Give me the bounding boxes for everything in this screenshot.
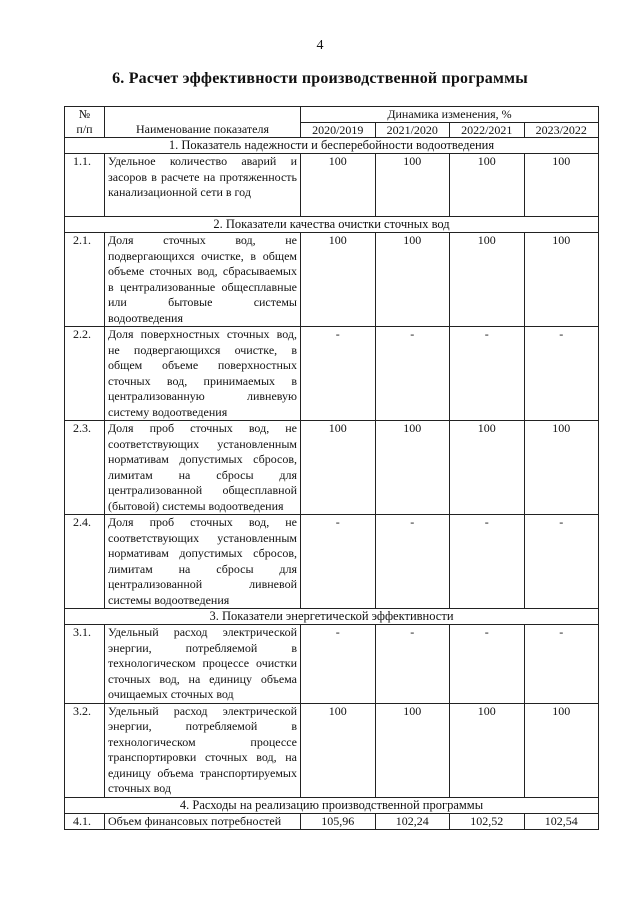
row-value: 100 [301,421,376,515]
row-value: - [450,625,525,704]
document-title: 6. Расчет эффективности производственной программы [112,70,528,87]
row-value: 100 [450,703,525,797]
row-value: 100 [450,421,525,515]
table-row [65,154,599,217]
row-value: - [524,515,599,609]
row-value: 100 [524,421,599,515]
row-value: - [524,625,599,704]
row-number: 2.4. [65,515,105,609]
row-value: 100 [301,703,376,797]
section-title: 1. Показатель надежности и бесперебойности водоотведения [65,138,599,154]
section-title: 2. Показатели качества очистки сточных вод [65,217,599,233]
row-number: 2.2. [65,327,105,421]
row-value: 100 [301,154,376,217]
row-value: - [301,515,376,609]
table-row [65,233,599,327]
row-value: - [375,625,450,704]
table-row [65,327,599,421]
row-indicator-name: Удельный расход электрической энергии, потребляемой в технологическом процессе транспортировки сточных вод, на единицу объема транспортируемых сточных вод [105,703,301,797]
row-value: 100 [450,154,525,217]
row-number: 1.1. [65,154,105,217]
row-value: - [301,625,376,704]
section-title: 4. Расходы на реализацию производственной программы [65,797,599,813]
header-year: 2023/2022 [524,123,599,138]
page-number: 4 [316,38,324,53]
row-value: 100 [301,233,376,327]
row-number: 4.1. [65,813,105,830]
header-number-symbol: № [78,107,91,121]
row-value: - [301,327,376,421]
row-value: 102,24 [375,813,450,830]
row-value: - [524,327,599,421]
row-value: 105,96 [301,813,376,830]
row-indicator-name: Объем финансовых потребностей [105,813,301,830]
header-year: 2022/2021 [450,123,525,138]
section-row [65,217,599,233]
header-row-1 [65,107,599,123]
row-value: 102,54 [524,813,599,830]
header-year: 2021/2020 [375,123,450,138]
row-indicator-name: Доля проб сточных вод, не соответствующих установленным нормативам допустимых сбросов, лимитам на сбросы для централизованной общесплавной (бытовой) системы водоотведения [105,421,301,515]
section-row [65,797,599,813]
row-value: 100 [524,233,599,327]
row-indicator-name: Доля сточных вод, не подвергающихся очистке, в общем объеме сточных вод, сбрасываемых в централизованные общесплавные или бытовые системы водоотведения [105,233,301,327]
table-row [65,515,599,609]
row-value: 100 [375,233,450,327]
row-number: 2.1. [65,233,105,327]
row-number: 2.3. [65,421,105,515]
section-row [65,138,599,154]
row-value: 100 [375,154,450,217]
row-value: 100 [450,233,525,327]
row-value: 100 [524,154,599,217]
header-number-abbr: п/п [76,122,93,136]
row-indicator-name: Доля проб сточных вод, не соответствующих установленным нормативам допустимых сбросов, лимитам на сбросы для централизованной ливневой системы водоотведения [105,515,301,609]
table-row [65,703,599,797]
row-indicator-name: Удельный расход электрической энергии, потребляемой в технологическом процессе очистки сточных вод, на единицу объема очищаемых сточных вод [105,625,301,704]
table-row [65,813,599,830]
section-row [65,609,599,625]
row-number: 3.1. [65,625,105,704]
header-indicator-name: Наименование показателя [105,107,301,138]
row-value: 100 [524,703,599,797]
table-row [65,625,599,704]
row-value: - [375,327,450,421]
row-value: - [450,515,525,609]
efficiency-table [64,106,599,830]
row-number: 3.2. [65,703,105,797]
row-value: - [375,515,450,609]
row-value: 100 [375,421,450,515]
row-value: - [450,327,525,421]
section-title: 3. Показатели энергетической эффективности [65,609,599,625]
row-indicator-name: Удельное количество аварий и засоров в расчете на протяженность канализационной сети в год [105,154,301,217]
header-year: 2020/2019 [301,123,376,138]
row-value: 102,52 [450,813,525,830]
header-dynamics: Динамика изменения, % [301,107,599,123]
table-row [65,421,599,515]
header-number-cell [65,107,105,138]
row-value: 100 [375,703,450,797]
row-indicator-name: Доля поверхностных сточных вод, не подвергающихся очистке, в общем объеме поверхностных сточных вод, принимаемых в централизованную ливневую систему водоотведения [105,327,301,421]
